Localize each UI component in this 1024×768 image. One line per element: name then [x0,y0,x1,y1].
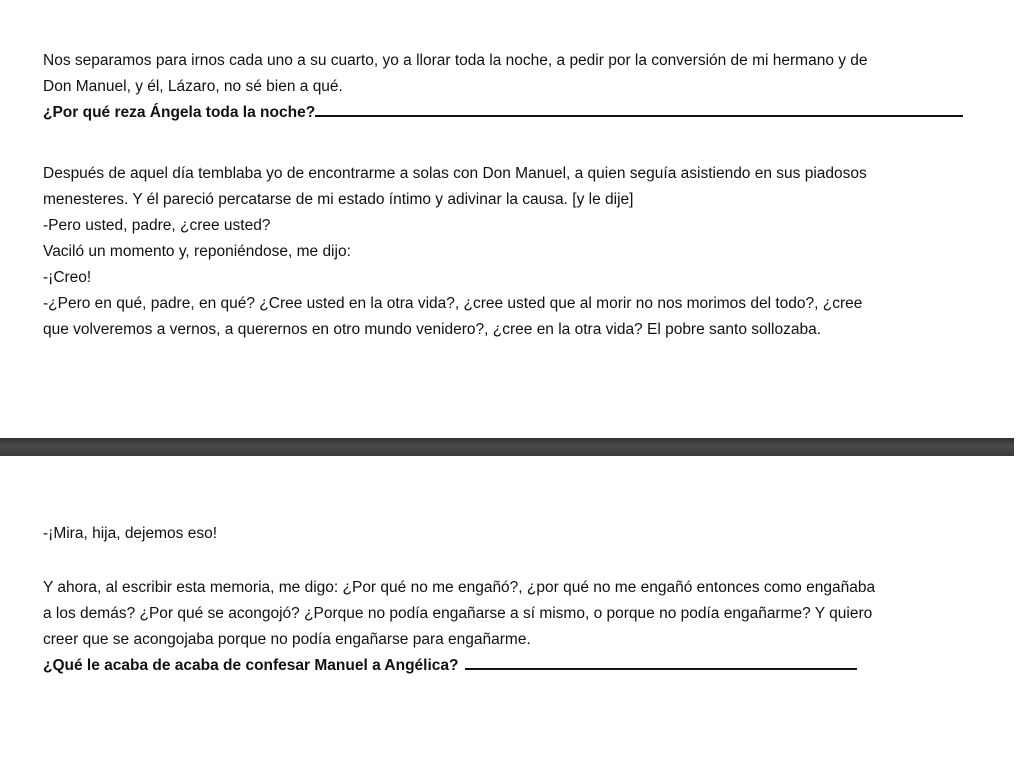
paragraph-memoria [43,575,1003,679]
text-line: Don Manuel, y él, Lázaro, no sé bien a qué. [43,78,343,95]
paragraph-mira [43,521,1003,547]
paragraph-dialogue [43,161,1003,343]
answer-blank-2[interactable] [465,654,857,670]
text-line: -¡Creo! [43,269,92,286]
text-line: a los demás? ¿Por qué se acongojó? ¿Porque no podía engañarse a sí mismo, o porque no podía engañarme? Y quiero [43,605,873,622]
text-line: creer que se acongojaba porque no podía engañarse para engañarme. [43,631,531,648]
question-2 [43,653,1003,679]
document-page-2 [0,456,1024,768]
question-1-text: ¿Por qué reza Ángela toda la noche? [43,104,316,121]
question-2-text: ¿Qué le acaba de acaba de confesar Manuel a Angélica? [43,657,459,674]
text-line: Nos separamos para irnos cada uno a su cuarto, yo a llorar toda la noche, a pedir por la conversión de mi hermano y de [43,52,868,69]
text-line: que volveremos a vernos, a querernos en otro mundo venidero?, ¿cree en la otra vida? El pobre santo sollozaba. [43,321,822,338]
paragraph-conversion [43,48,1003,126]
question-1 [43,100,1003,126]
text-line: menesteres. Y él pareció percatarse de mi estado íntimo y adivinar la causa. [y le dije] [43,191,634,208]
answer-blank-1[interactable] [315,101,963,117]
text-line: Y ahora, al escribir esta memoria, me digo: ¿Por qué no me engañó?, ¿por qué no me engañó entonces como engañaba [43,579,876,596]
text-line: -Pero usted, padre, ¿cree usted? [43,217,271,234]
page-separator-edge [1014,438,1024,456]
text-line: -¡Mira, hija, dejemos eso! [43,525,218,542]
text-line: -¿Pero en qué, padre, en qué? ¿Cree usted en la otra vida?, ¿cree usted que al morir no nos morimos del todo?, ¿cree [43,295,863,312]
text-line: Vaciló un momento y, reponiéndose, me dijo: [43,243,351,260]
text-line: Después de aquel día temblaba yo de encontrarme a solas con Don Manuel, a quien seguía asistiendo en sus piadosos [43,165,867,182]
page-separator [0,438,1014,456]
